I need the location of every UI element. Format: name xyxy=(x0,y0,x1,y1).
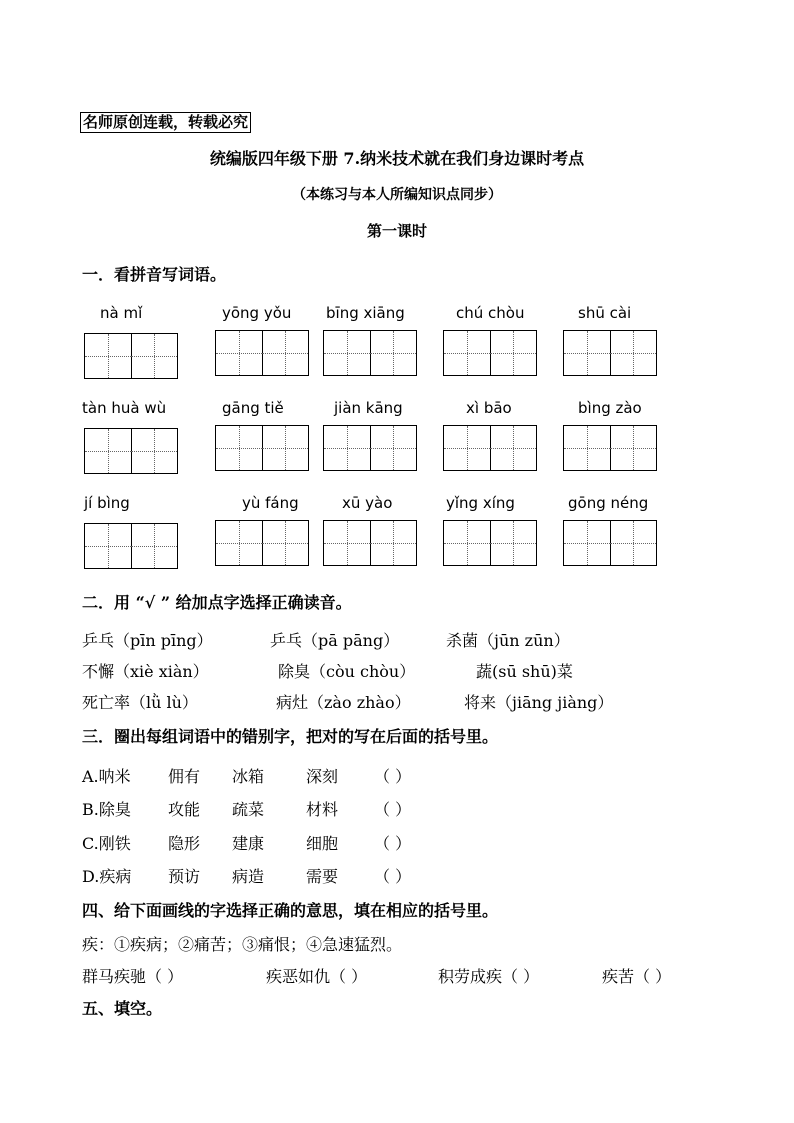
option-word: D.疾病 xyxy=(82,867,132,886)
pinyin-label: chú chòu xyxy=(456,304,525,322)
tianzige-writing-box[interactable] xyxy=(443,520,537,566)
option-word[interactable]: 材料 xyxy=(306,800,339,819)
pinyin-label: tàn huà wù xyxy=(82,399,167,417)
section4-heading: 四、给下面画线的字选择正确的意思，填在相应的括号里。 xyxy=(82,901,499,920)
answer-blank[interactable]: （ ） xyxy=(374,867,412,886)
answer-blank[interactable]: （ ） xyxy=(374,834,412,853)
tianzige-writing-box[interactable] xyxy=(215,425,309,471)
tianzige-writing-box[interactable] xyxy=(563,425,657,471)
section3-heading: 三．圈出每组词语中的错别字，把对的写在后面的括号里。 xyxy=(82,727,499,746)
option-word: C.刚铁 xyxy=(82,834,131,853)
section5-heading: 五、填空。 xyxy=(82,999,163,1018)
pinyin-label: jí bìng xyxy=(84,494,130,512)
option-word[interactable]: 疏菜 xyxy=(232,800,265,819)
option-word[interactable]: 冰箱 xyxy=(232,767,265,786)
tianzige-writing-box[interactable] xyxy=(443,330,537,376)
option-word[interactable]: 预访 xyxy=(168,867,201,886)
meaning-item[interactable]: 积劳成疾（ ） xyxy=(438,967,540,986)
option-word: A.呐米 xyxy=(82,767,131,786)
pinyin-label: yǐng xíng xyxy=(446,494,515,512)
pinyin-label: bīng xiāng xyxy=(326,304,405,322)
pinyin-label: xì bāo xyxy=(466,399,512,417)
pronunciation-choice[interactable]: 死亡率（lǜ lù） xyxy=(82,693,198,712)
option-word[interactable]: 佣有 xyxy=(168,767,201,786)
page-subtitle: （本练习与本人所编知识点同步） xyxy=(292,187,502,203)
pinyin-label: jiàn kāng xyxy=(334,399,403,417)
option-word[interactable]: 深刻 xyxy=(306,767,339,786)
tianzige-writing-box[interactable] xyxy=(563,330,657,376)
copyright-notice: 名师原创连载，转载必究 xyxy=(80,112,251,133)
pinyin-label: gōng néng xyxy=(568,494,649,512)
pronunciation-choice[interactable]: 不懈（xiè xiàn） xyxy=(82,662,209,681)
pronunciation-choice[interactable]: 乒乓（pā pāng） xyxy=(270,631,400,650)
pinyin-label: yōng yǒu xyxy=(222,304,292,322)
tianzige-writing-box[interactable] xyxy=(323,425,417,471)
pinyin-label: gāng tiě xyxy=(222,399,284,417)
option-word[interactable]: 病造 xyxy=(232,867,265,886)
pinyin-label: shū cài xyxy=(578,304,632,322)
answer-blank[interactable]: （ ） xyxy=(374,800,412,819)
meaning-item[interactable]: 群马疾驰（ ） xyxy=(82,967,184,986)
lesson-label: 第一课时 xyxy=(366,222,427,240)
tianzige-writing-box[interactable] xyxy=(443,425,537,471)
meaning-item[interactable]: 疾恶如仇（ ） xyxy=(266,967,368,986)
meaning-item[interactable]: 疾苦（ ） xyxy=(602,967,672,986)
tianzige-writing-box[interactable] xyxy=(215,520,309,566)
option-word[interactable]: 需要 xyxy=(306,867,339,886)
pronunciation-choice[interactable]: 蔬(sū shū)菜 xyxy=(476,662,573,681)
answer-blank[interactable]: （ ） xyxy=(374,767,412,786)
pinyin-label: xū yào xyxy=(342,494,393,512)
pinyin-label: yù fáng xyxy=(242,494,299,512)
tianzige-writing-box[interactable] xyxy=(323,520,417,566)
option-word[interactable]: 建康 xyxy=(232,834,265,853)
option-word[interactable]: 隐形 xyxy=(168,834,201,853)
option-word[interactable]: 细胞 xyxy=(306,834,339,853)
section2-heading: 二．用 “√ ” 给加点字选择正确读音。 xyxy=(82,593,352,612)
option-word[interactable]: 攻能 xyxy=(168,800,201,819)
tianzige-writing-box[interactable] xyxy=(84,523,178,569)
page-title: 统编版四年级下册 7.纳米技术就在我们身边课时考点 xyxy=(209,149,585,168)
pronunciation-choice[interactable]: 除臭（còu chòu） xyxy=(278,662,416,681)
pinyin-label: nà mǐ xyxy=(100,304,143,322)
tianzige-writing-box[interactable] xyxy=(215,330,309,376)
definition-list: 疾：①疾病；②痛苦；③痛恨；④急速猛烈。 xyxy=(82,935,403,954)
pronunciation-choice[interactable]: 病灶（zào zhào） xyxy=(276,693,411,712)
pronunciation-choice[interactable]: 杀菌（jūn zūn） xyxy=(446,631,570,650)
tianzige-writing-box[interactable] xyxy=(563,520,657,566)
option-word: B.除臭 xyxy=(82,800,131,819)
tianzige-writing-box[interactable] xyxy=(84,428,178,474)
section1-heading: 一．看拼音写词语。 xyxy=(82,265,227,284)
tianzige-writing-box[interactable] xyxy=(84,333,178,379)
pronunciation-choice[interactable]: 乒乓（pīn pīng） xyxy=(82,631,213,650)
pinyin-label: bìng zào xyxy=(578,399,642,417)
tianzige-writing-box[interactable] xyxy=(323,330,417,376)
pronunciation-choice[interactable]: 将来（jiāng jiàng） xyxy=(464,693,614,712)
